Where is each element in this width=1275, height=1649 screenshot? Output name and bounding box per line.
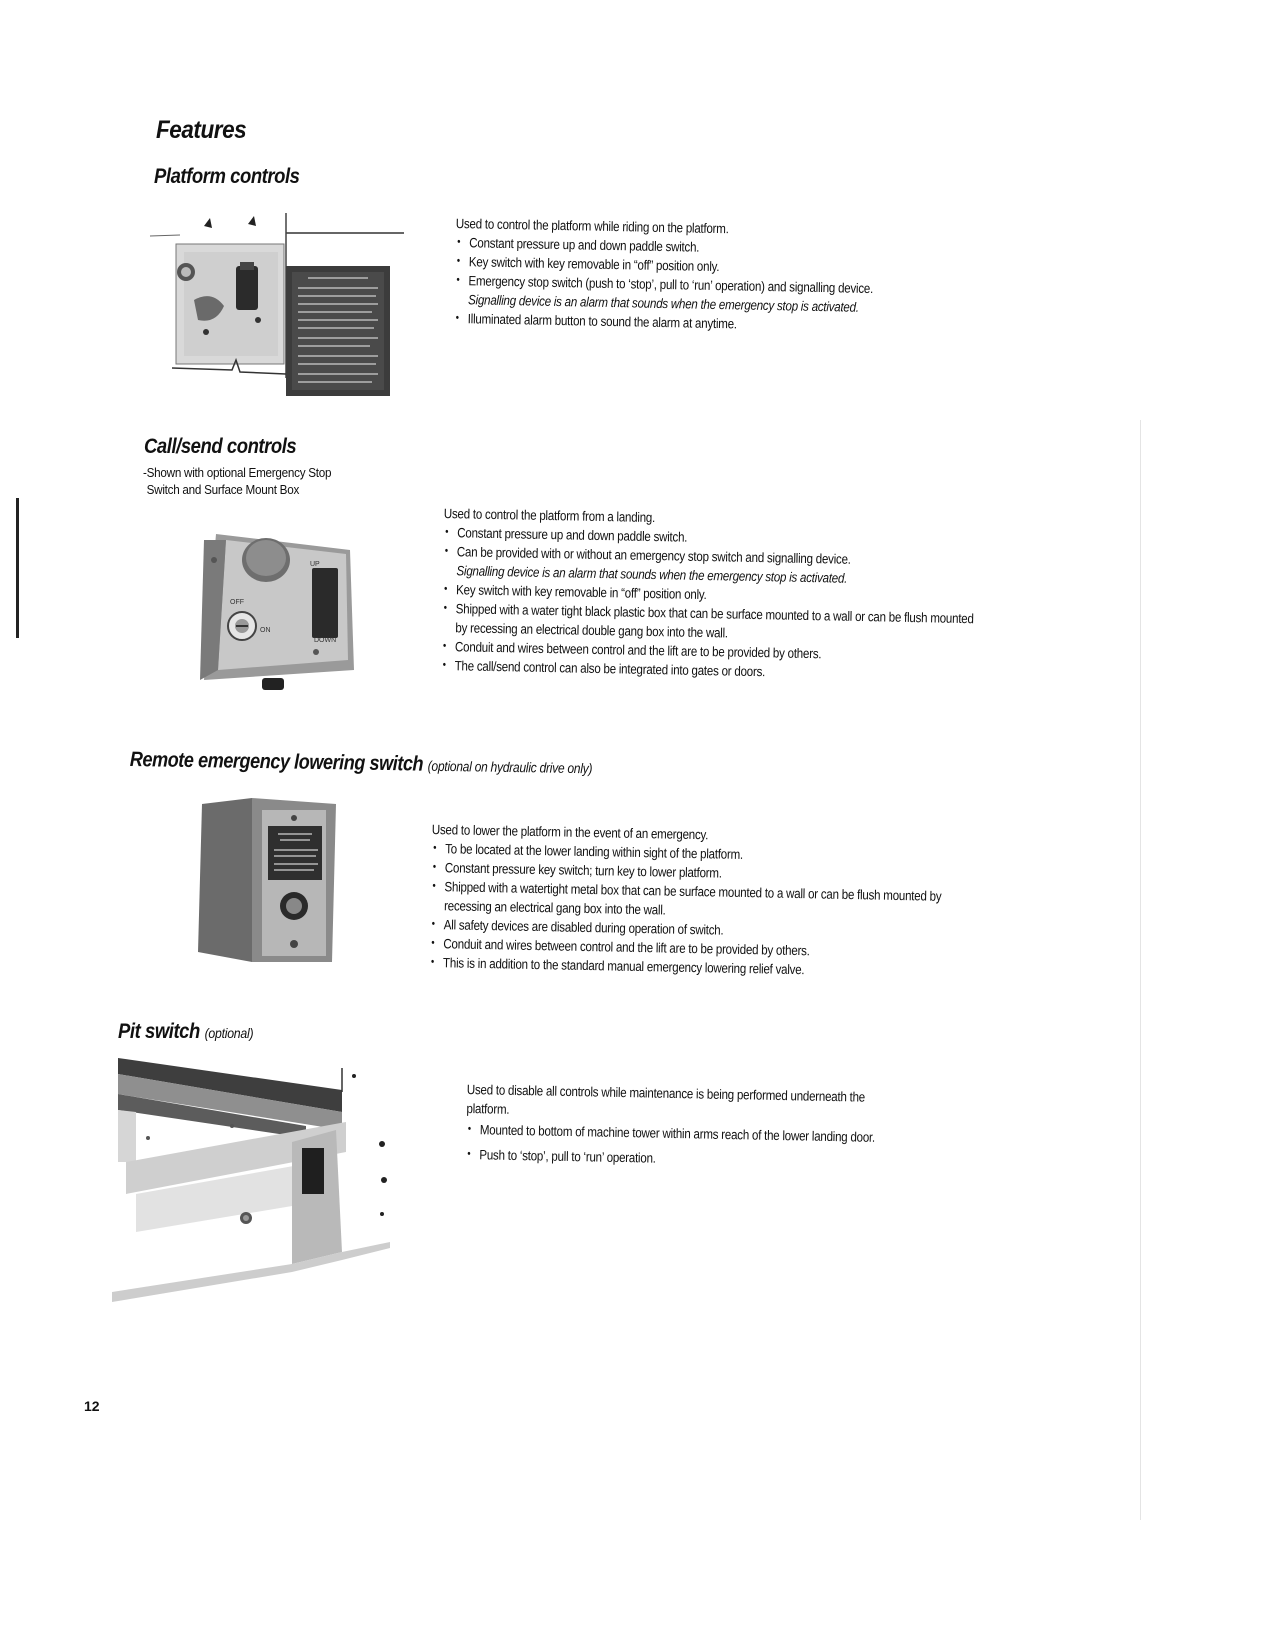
platform-controls-description [454, 214, 938, 337]
list-item: • Illuminated alarm button to sound the alarm at anytime. [454, 309, 936, 337]
pit-switch-list [465, 1120, 879, 1172]
call-send-list [441, 523, 986, 685]
list-item: • To be located at the lower landing within sight of the platform. [431, 839, 964, 868]
list-item: • Constant pressure key switch; turn key to lower platform. [431, 858, 964, 887]
platform-controls-intro: Used to control the platform while riding on the platform. [455, 215, 729, 237]
remote-lowering-list [429, 839, 965, 982]
scan-edge-line [1140, 420, 1141, 1520]
remote-lowering-description [429, 820, 965, 982]
caption-line: Switch and Surface Mount Box [146, 482, 300, 497]
call-send-heading: Call/send controls [144, 435, 297, 458]
pit-switch-title: Pit switch [118, 1020, 200, 1043]
list-item-text: Emergency stop switch (push to ‘stop’, pull to ‘run’ operation) and signalling device. [468, 273, 874, 297]
list-item: • Shipped with a watertight metal box that can be surface mounted to a wall or can be flush mounted by recessing an electrical gang box into the wall. [430, 877, 964, 925]
platform-controls-heading: Platform controls [154, 165, 300, 188]
svg-text:ON: ON [260, 627, 271, 634]
remote-lowering-heading [130, 748, 593, 779]
pit-switch-intro: Used to disable all controls while maintenance is being performed underneath the platform. [466, 1081, 866, 1117]
remote-lowering-subtitle: (optional on hydraulic drive only) [427, 757, 593, 777]
remote-lowering-switch-photo [192, 796, 342, 968]
list-item: • All safety devices are disabled during operation of switch. [430, 915, 963, 944]
list-item: • Conduit and wires between control and the lift are to be provided by others. [429, 934, 962, 963]
list-item: • Mounted to bottom of machine tower within arms reach of the lower landing door. [466, 1120, 879, 1147]
caption-line: -Shown with optional Emergency Stop [143, 465, 332, 480]
svg-text:OFF: OFF [230, 599, 244, 606]
page-title: Features [156, 116, 247, 144]
pit-switch-subtitle: (optional) [204, 1025, 254, 1041]
pit-switch-description [465, 1080, 879, 1172]
call-send-caption [143, 464, 331, 498]
call-send-control-photo [196, 520, 368, 698]
signalling-note: Signalling device is an alarm that sounds when the emergency stop is activated. [467, 292, 859, 315]
list-item: • The call/send control can also be integrated into gates or doors. [441, 656, 983, 685]
remote-lowering-title: Remote emergency lowering switch [129, 748, 424, 776]
list-item: • Key switch with key removable in “off” position only. [442, 580, 984, 609]
list-item: • Key switch with key removable in “off” position only. [455, 252, 937, 280]
page-number: 12 [84, 1398, 100, 1414]
list-item: • Shipped with a water tight black plastic box that can be surface mounted to a wall or can be flush mounted by recessing an electrical double gang box into the wall. [441, 599, 983, 647]
svg-text:DOWN: DOWN [314, 637, 337, 644]
platform-controls-list [454, 233, 937, 337]
list-item: • Constant pressure up and down paddle switch. [443, 523, 985, 552]
remote-lowering-intro: Used to lower the platform in the event of an emergency. [431, 821, 709, 843]
pit-switch-heading [118, 1020, 253, 1044]
list-item: • This is in addition to the standard manual emergency lowering relief valve. [429, 953, 962, 982]
list-item-text: Can be provided with or without an emergency stop switch and signalling device. [456, 544, 851, 567]
list-item: • Push to ‘stop’, pull to ‘run’ operation. [465, 1145, 878, 1172]
pit-switch-photo [106, 1052, 396, 1308]
list-item: • Conduit and wires between control and the lift are to be provided by others. [441, 637, 983, 666]
signalling-note: Signalling device is an alarm that sounds when the emergency stop is activated. [456, 563, 848, 586]
call-send-description [441, 504, 986, 685]
list-item: • Constant pressure up and down paddle switch. [455, 233, 937, 261]
svg-text:UP: UP [310, 561, 320, 568]
platform-controls-photo [146, 208, 406, 404]
call-send-intro: Used to control the platform from a landing. [443, 505, 656, 526]
scan-edge-mark [16, 498, 19, 638]
